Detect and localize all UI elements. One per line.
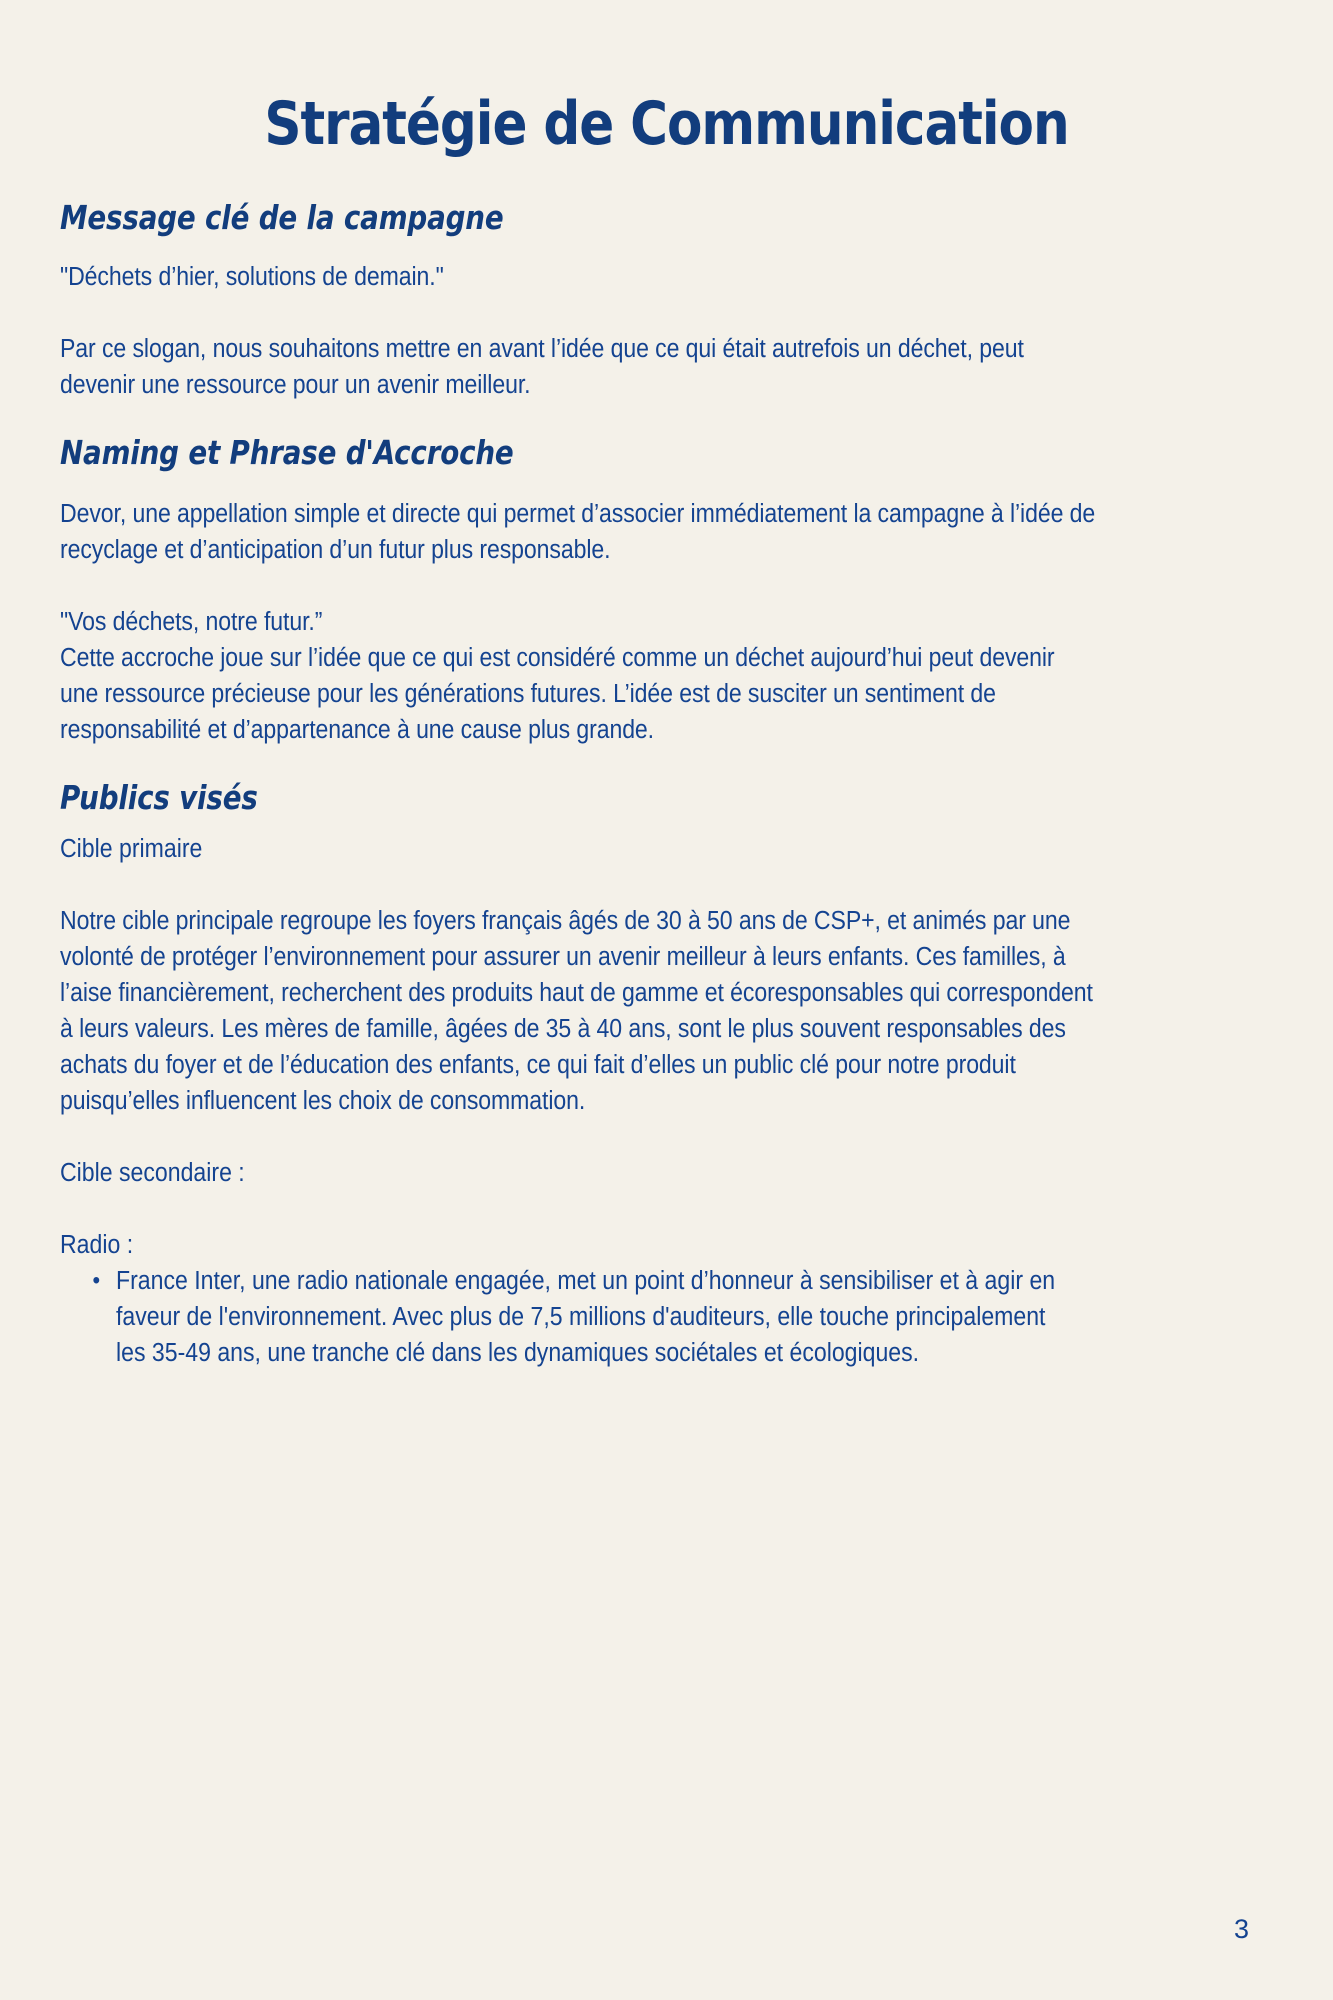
label-cible-secondaire: Cible secondaire : <box>60 1159 245 1187</box>
campaign-slogan-explanation: Par ce slogan, nous souhaitons mettre en avant l’idée que ce qui était autrefois un déchet, peut devenir une ressource pour un avenir meilleur. <box>60 335 1024 399</box>
section-naming-accroche <box>60 433 1273 748</box>
label-cible-primaire: Cible primaire <box>60 835 203 863</box>
bullet-icon: • <box>92 1267 101 1294</box>
list-item <box>92 1263 1075 1371</box>
page-number: 3 <box>1233 1914 1249 1944</box>
cible-primaire-paragraph: Notre cible principale regroupe les foyers français âgés de 30 à 50 ans de CSP+, et animés par une volonté de protéger l’environnement pour assurer un avenir meilleur à leurs enfants. Ces familles, à l’aise financièrement, recherchent des produits haut de gamme et écoresponsables qui correspondent à leurs valeurs. Les mères de famille, âgées de 35 à 40 ans, sont le plus souvent responsables des achats du foyer et de l’éducation des enfants, ce qui fait d’elles un public clé pour notre produit puisqu’elles influencent les choix de consommation. <box>60 907 1093 1115</box>
section-heading-publics-vises: Publics visés <box>60 778 258 817</box>
naming-paragraph: Devor, une appellation simple et directe qui permet d’associer immédiatement la campagne à l’idée de recyclage et d’anticipation d’un futur plus responsable. <box>60 500 1096 564</box>
list-item-text: France Inter, une radio nationale engagée, met un point d’honneur à sensibiliser et à agir en faveur de l'environnement. Avec plus de 7,5 millions d'auditeurs, elle touche principalement les 35-49 ans, une tranche clé dans les dynamiques sociétales et écologiques. <box>116 1267 1056 1367</box>
campaign-slogan: "Déchets d’hier, solutions de demain." <box>60 263 444 291</box>
label-radio: Radio : <box>60 1231 134 1259</box>
campaign-tagline: "Vos déchets, notre futur.” <box>60 608 323 636</box>
radio-bullet-list <box>60 1263 1273 1371</box>
section-message-cle <box>60 198 1273 403</box>
section-heading-naming-accroche: Naming et Phrase d'Accroche <box>60 433 514 472</box>
page-title: Stratégie de Communication <box>264 89 1069 159</box>
section-heading-message-cle: Message clé de la campagne <box>60 198 504 237</box>
section-publics-vises <box>60 778 1273 1371</box>
tagline-explanation: Cette accroche joue sur l’idée que ce qui est considéré comme un déchet aujourd’hui peut devenir une ressource précieuse pour les générations futures. L’idée est de susciter un sentiment de responsabilité et d’appartenance à une cause plus grande. <box>60 644 1055 744</box>
